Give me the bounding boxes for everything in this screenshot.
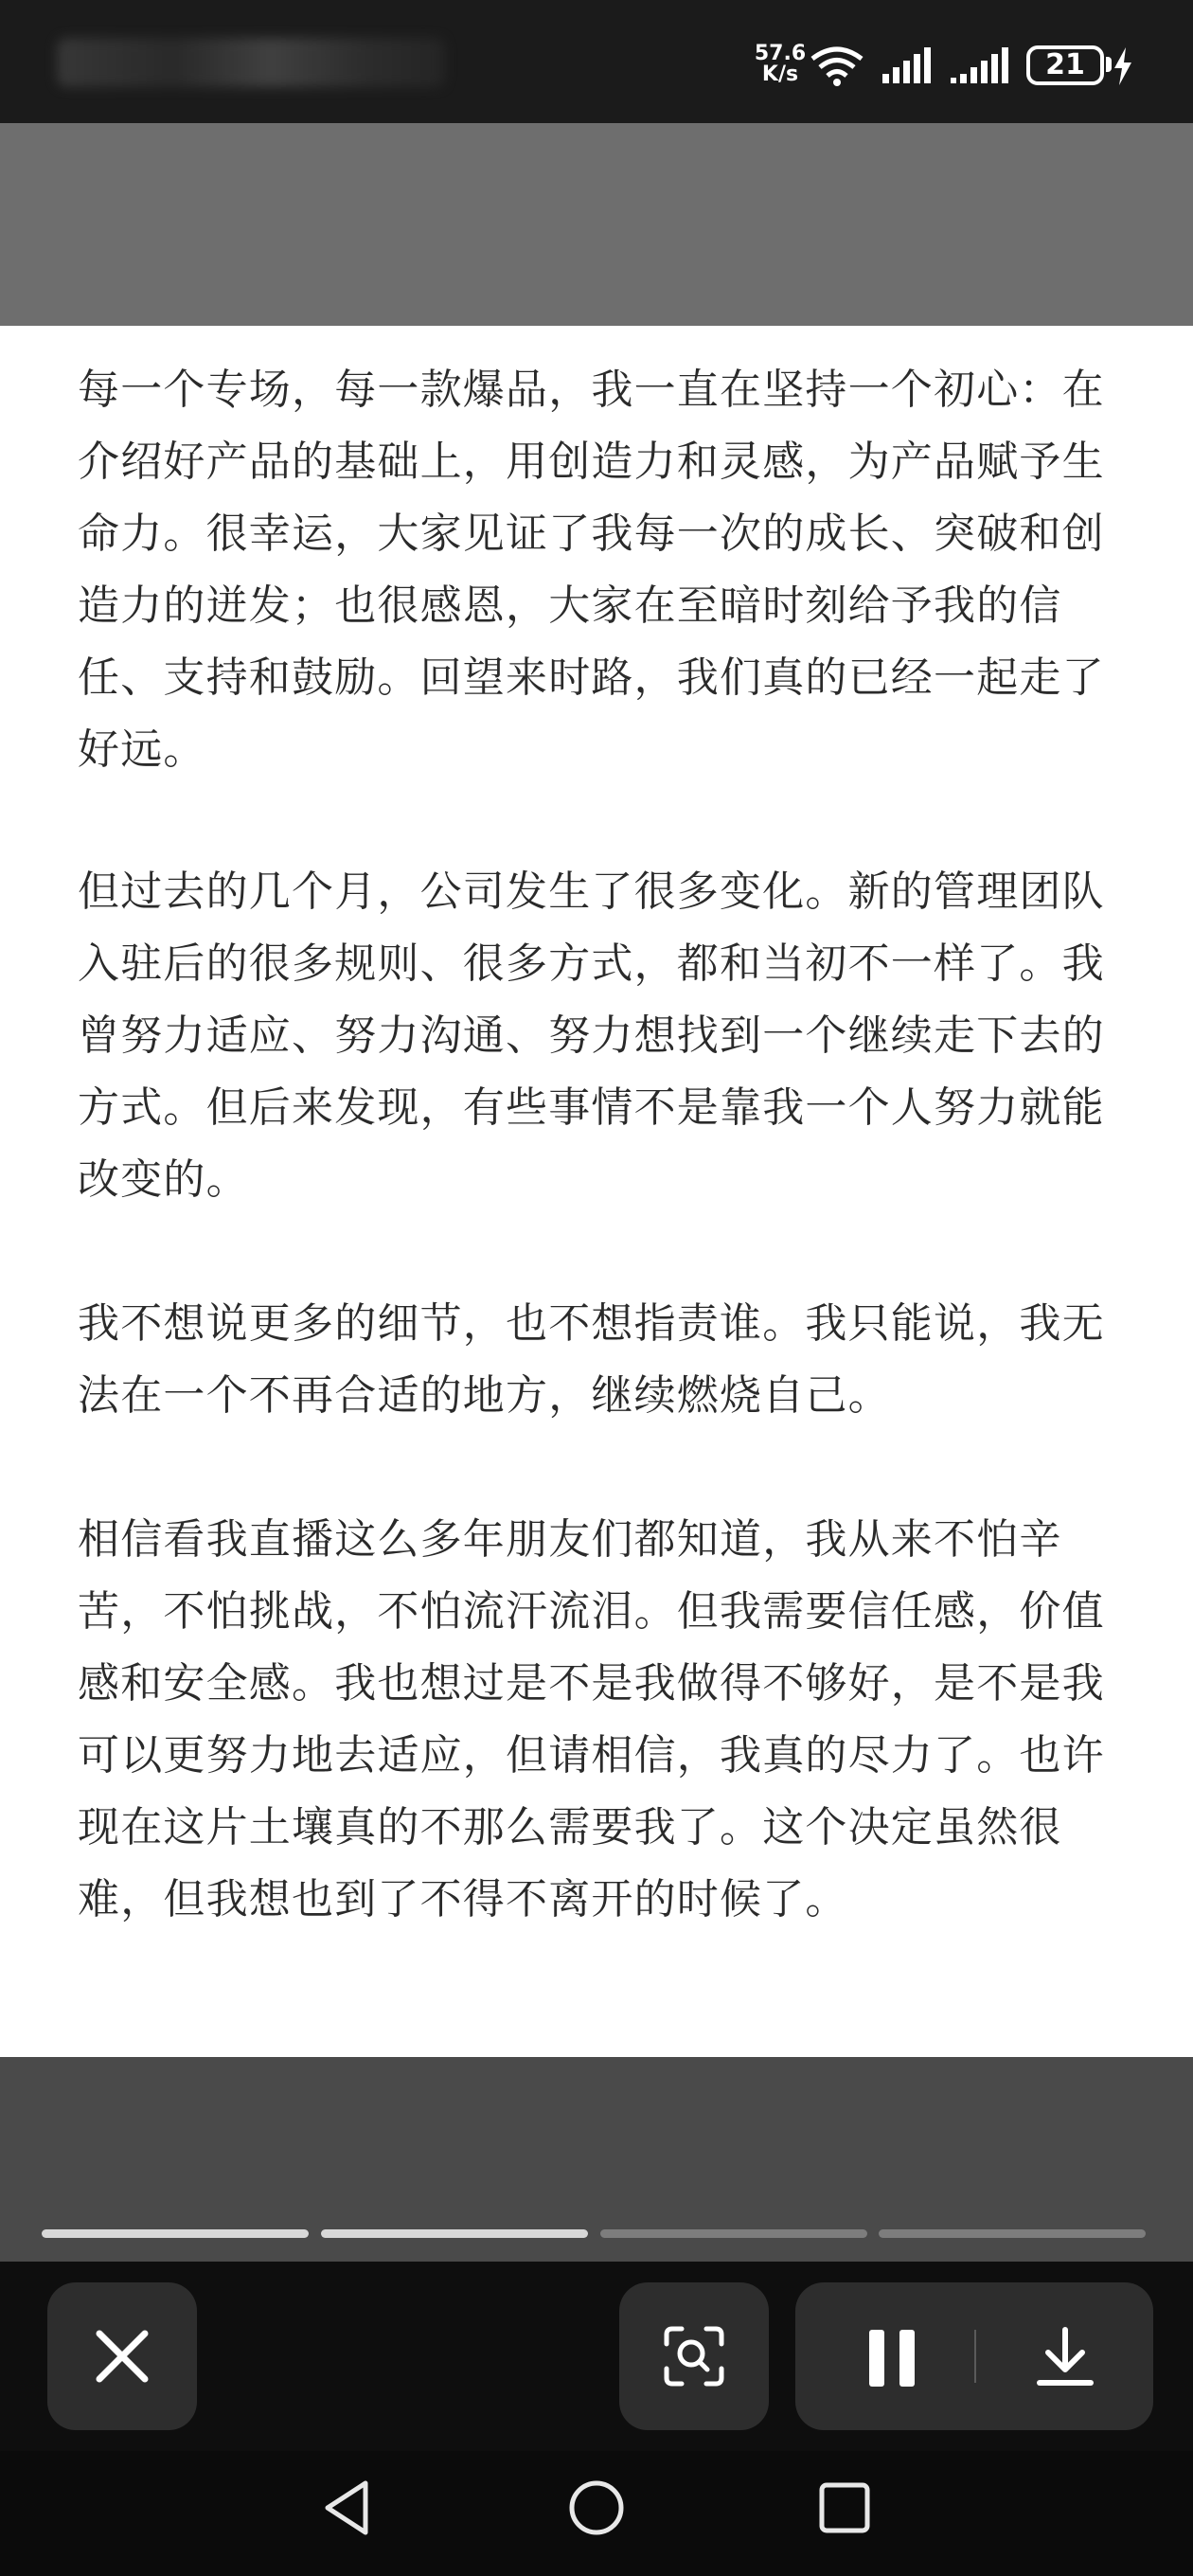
signal-icon	[949, 47, 1015, 85]
progress-segment	[600, 2229, 867, 2238]
pause-button[interactable]	[833, 2292, 947, 2421]
system-nav-bar	[0, 2451, 1193, 2576]
charging-icon	[1112, 47, 1134, 85]
home-icon[interactable]	[564, 2476, 629, 2540]
progress-segment	[879, 2229, 1146, 2238]
article-text-image	[0, 326, 1193, 2057]
scan-icon	[661, 2323, 727, 2389]
image-top-overlay	[0, 123, 1193, 326]
status-bar	[0, 0, 1193, 123]
network-speed-value: 57.6	[754, 42, 807, 65]
article-paragraph: 每一个专场，每一款爆品，我一直在坚持一个初心：在介绍好产品的基础上，用创造力和灵感，为产品赋予生命力。很幸运，大家见证了我每一次的成长、突破和创造力的迸发；也很感恩，大家在至暗时刻给予我的信任、支持和鼓励。回望来时路，我们真的已经一起走了好远。	[78, 366, 1105, 774]
wifi-icon	[809, 44, 865, 87]
article-paragraph: 但过去的几个月，公司发生了很多变化。新的管理团队入驻后的很多规则、很多方式，都和当初不一样了。我曾努力适应、努力沟通、努力想找到一个继续走下去的方式。但后来发现，有些事情不是靠我一个人努力就能改变的。	[78, 868, 1105, 1204]
battery-level: 21	[1045, 48, 1085, 81]
network-speed	[752, 44, 809, 85]
progress-segment-viewed	[42, 2229, 309, 2238]
status-bar-blurred-info	[57, 38, 445, 87]
article-paragraph: 相信看我直播这么多年朋友们都知道，我从来不怕辛苦，不怕挑战，不怕流汗流泪。但我需要信任感，价值感和安全感。我也想过是不是我做得不够好，是不是我可以更努力地去适应，但请相信，我真的尽力了。也许现在这片土壤真的不那么需要我了。这个决定虽然很难，但我想也到了不得不离开的时候了。	[78, 1515, 1105, 1923]
story-progress	[42, 2229, 1149, 2239]
close-button[interactable]	[47, 2282, 197, 2430]
back-icon[interactable]	[320, 2478, 377, 2538]
article-paragraph: 我不想说更多的细节，也不想指责谁。我只能说，我无法在一个不再合适的地方，继续燃烧自己。	[78, 1299, 1105, 1420]
network-speed-unit: K/s	[761, 63, 799, 86]
toolbar-divider	[974, 2330, 976, 2383]
progress-segment-viewed	[321, 2229, 588, 2238]
download-icon	[1034, 2326, 1096, 2388]
signal-icon	[881, 47, 934, 85]
pause-icon	[865, 2328, 918, 2388]
battery-icon	[1026, 45, 1104, 85]
close-icon	[94, 2328, 151, 2385]
scan-button[interactable]	[619, 2282, 769, 2430]
download-button[interactable]	[1004, 2292, 1127, 2421]
recents-icon[interactable]	[816, 2478, 873, 2538]
